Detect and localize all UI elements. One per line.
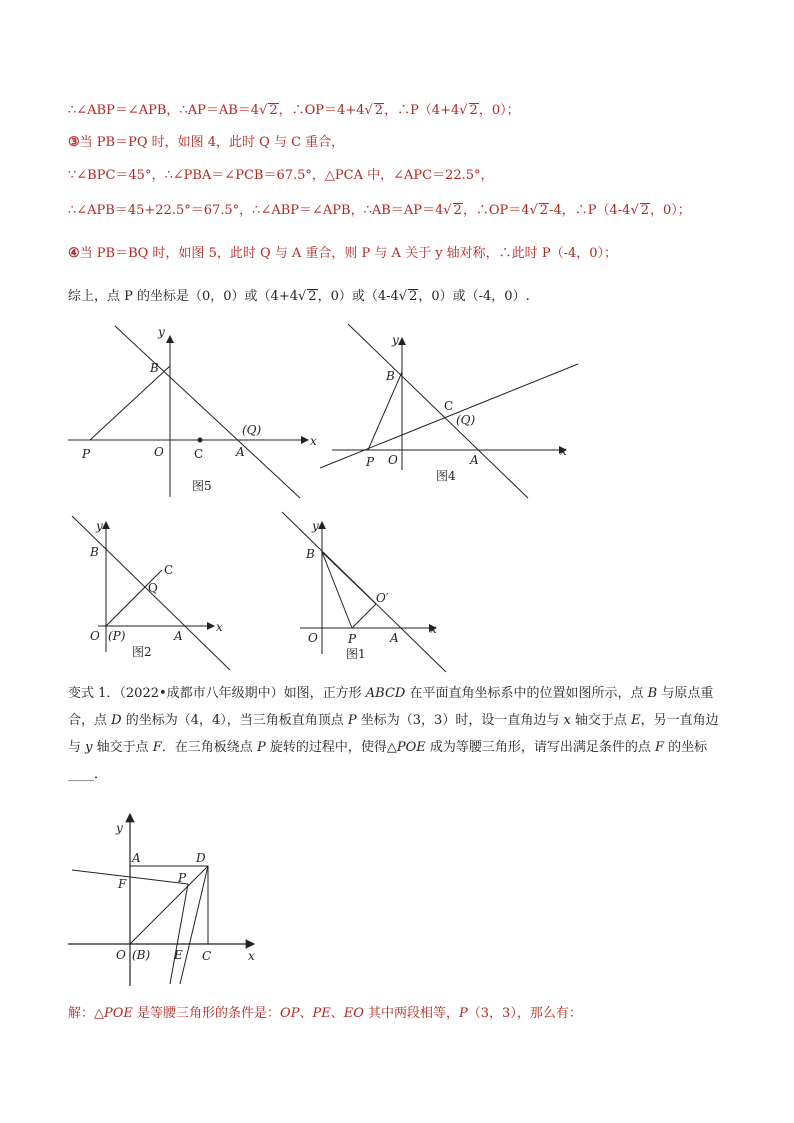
- text: 轴交于点: [92, 740, 153, 755]
- line-pc: [320, 364, 578, 468]
- text: y: [85, 740, 93, 755]
- label-o: O: [154, 445, 164, 459]
- label-y: y: [158, 325, 165, 339]
- sqrt-sign: √: [529, 203, 538, 218]
- label-b: B: [306, 547, 315, 561]
- text: 的坐标为（4，4），当三角板直角顶点: [121, 713, 348, 728]
- figure-caption: 图1: [346, 647, 366, 661]
- sqrt-sign: √: [459, 103, 468, 118]
- sqrt-sign: √: [443, 203, 452, 218]
- text: POE: [104, 1006, 133, 1021]
- label-b: B: [150, 361, 159, 375]
- label-b: B: [90, 545, 99, 559]
- label-b: (B): [132, 948, 151, 962]
- label-a: A: [132, 851, 141, 865]
- text: ，0）；: [650, 203, 691, 218]
- text: ABCD: [365, 686, 406, 701]
- figure-caption: 图2: [132, 645, 152, 659]
- solution-line-1: [68, 102, 520, 120]
- text: ，0）或（-4，0）.: [418, 289, 530, 304]
- text: 是等腰三角形的条件是：: [132, 1006, 281, 1021]
- sqrt-sign: √: [630, 203, 639, 218]
- label-c: C: [194, 447, 204, 461]
- label-f: F: [118, 877, 127, 891]
- text: 在平面直角坐标系中的位置如图所示，点: [405, 686, 648, 701]
- point-c: [198, 438, 203, 443]
- label-o: O: [308, 631, 318, 645]
- radicand: 2: [539, 203, 549, 218]
- text: 与原点重合，点: [68, 686, 714, 728]
- label-p: P: [366, 455, 375, 469]
- label-p: P: [178, 871, 187, 885]
- text: 、: [299, 1006, 313, 1021]
- label-x: x: [430, 622, 437, 636]
- label-a: A: [470, 453, 479, 467]
- label-o: O: [116, 948, 126, 962]
- text: D: [111, 713, 122, 728]
- radicand: 2: [640, 203, 650, 218]
- text: ∴∠ABP＝∠APB，∴AP＝AB＝4: [68, 103, 260, 118]
- label-q: (Q): [456, 413, 476, 427]
- sqrt-sign: √: [364, 103, 373, 118]
- text: ，∴P（4+4: [384, 103, 460, 118]
- label-p: (P): [108, 629, 126, 643]
- text: 综上，点 P 的坐标是（0，0）或（4+4: [68, 289, 298, 304]
- text: EO: [343, 1006, 364, 1021]
- text: x: [563, 713, 571, 728]
- text: B: [647, 686, 658, 701]
- text: E: [631, 713, 641, 728]
- variant-problem: [68, 680, 730, 788]
- figure-1: [278, 508, 448, 673]
- text: 成为等腰三角形，请写出满足条件的点: [425, 740, 655, 755]
- solution-line-5: [68, 245, 617, 263]
- label-p: P: [348, 632, 357, 646]
- figure-5: [60, 322, 320, 507]
- triangle-leg-pe: [170, 884, 188, 984]
- radicand: 2: [409, 289, 418, 304]
- segment-po2: [352, 604, 376, 628]
- label-y: y: [96, 519, 103, 533]
- text: OP: [280, 1006, 300, 1021]
- label-y: y: [312, 519, 319, 533]
- label-q: Q: [148, 581, 158, 595]
- label-a: A: [174, 629, 183, 643]
- radicand: 2: [453, 203, 462, 218]
- segment-bo2: [322, 552, 376, 604]
- text: 其中两段相等，: [363, 1006, 460, 1021]
- segment-pb: [368, 372, 402, 450]
- figure-4: [318, 320, 588, 505]
- solution-start: [68, 1002, 582, 1021]
- radicand: 2: [374, 103, 384, 118]
- label-o: O: [90, 629, 100, 643]
- solution-line-4: [68, 202, 691, 220]
- sqrt-sign: √: [398, 289, 408, 304]
- label-y: y: [392, 333, 399, 347]
- case-number: ③: [68, 135, 80, 150]
- label-a: A: [390, 631, 399, 645]
- segment-pc: [106, 570, 162, 626]
- text: PE: [312, 1006, 331, 1021]
- text: ，另一直角边与: [68, 713, 719, 755]
- label-o: O: [388, 453, 398, 467]
- label-c: C: [444, 399, 454, 413]
- text: ，0）；: [478, 103, 520, 118]
- label-q: (Q): [242, 423, 262, 437]
- label-o-prime: O′: [376, 591, 389, 605]
- text: 解：△: [68, 1006, 104, 1021]
- figure-caption: 图4: [436, 469, 456, 483]
- figure-caption: 图5: [192, 479, 212, 493]
- text: -4，∴P（4-4: [549, 203, 631, 218]
- text: （3，3），那么有：: [467, 1006, 582, 1021]
- text: ∵∠BPC＝45°，∴∠PBA＝∠PCB＝67.5°，△PCA 中，∠APC＝22.5°，: [68, 168, 494, 183]
- segment-bp: [322, 552, 352, 628]
- text: F: [655, 740, 665, 755]
- figure-2: [62, 512, 237, 672]
- text: 、: [330, 1006, 344, 1021]
- text: P: [256, 740, 266, 755]
- case-number: ④: [68, 246, 80, 261]
- text: POE: [396, 740, 426, 755]
- text: ，∴OP＝4: [462, 203, 530, 218]
- text: 轴交于点: [570, 713, 632, 728]
- text: 当 PB＝PQ 时，如图 4，此时 Q 与 C 重合，: [79, 135, 345, 150]
- text: P: [347, 713, 357, 728]
- text: 变式 1．（2022•成都市八年级期中）如图，正方形: [68, 686, 366, 701]
- label-y: y: [116, 821, 123, 835]
- text: ，0）或（4-4: [317, 289, 399, 304]
- label-x: x: [560, 444, 567, 458]
- text: 旋转的过程中，使得△: [265, 740, 397, 755]
- label-e: E: [174, 948, 183, 962]
- text: ，∴OP＝4+4: [278, 103, 365, 118]
- radicand: 2: [269, 103, 278, 118]
- radicand: 2: [308, 289, 317, 304]
- solution-line-2: [68, 134, 344, 152]
- label-b: B: [386, 369, 395, 383]
- label-x: x: [248, 949, 255, 963]
- segment-pb: [90, 366, 170, 440]
- figure-square: [62, 812, 267, 992]
- text: 坐标为（3，3）时，设一直角边与: [356, 713, 564, 728]
- text: 当 PB＝BQ 时，如图 5，此时 Q 与 A 重合，则 P 与 A 关于 y 轴对称，∴此时 P（-4，0）；: [79, 246, 617, 261]
- text: ．在三角板绕点: [161, 740, 257, 755]
- label-c: C: [202, 949, 212, 963]
- sqrt-sign: √: [298, 289, 307, 304]
- line-ab: [115, 326, 300, 498]
- label-p: P: [82, 447, 91, 461]
- text: ∴∠APB＝45+22.5°＝67.5°，∴∠ABP＝∠APB，∴AB＝AP＝4: [68, 203, 444, 218]
- label-x: x: [310, 434, 317, 448]
- label-a: A: [236, 445, 245, 459]
- radicand: 2: [469, 103, 478, 118]
- sqrt-sign: √: [259, 103, 268, 118]
- label-d: D: [196, 851, 206, 865]
- diagonal-bd: [130, 866, 208, 944]
- text: P: [459, 1006, 468, 1021]
- text: 的坐标____．: [68, 740, 708, 782]
- text: F: [152, 740, 162, 755]
- summary-line: [68, 288, 530, 306]
- solution-line-3: [68, 167, 494, 185]
- label-x: x: [216, 620, 223, 634]
- label-c: C: [164, 563, 174, 577]
